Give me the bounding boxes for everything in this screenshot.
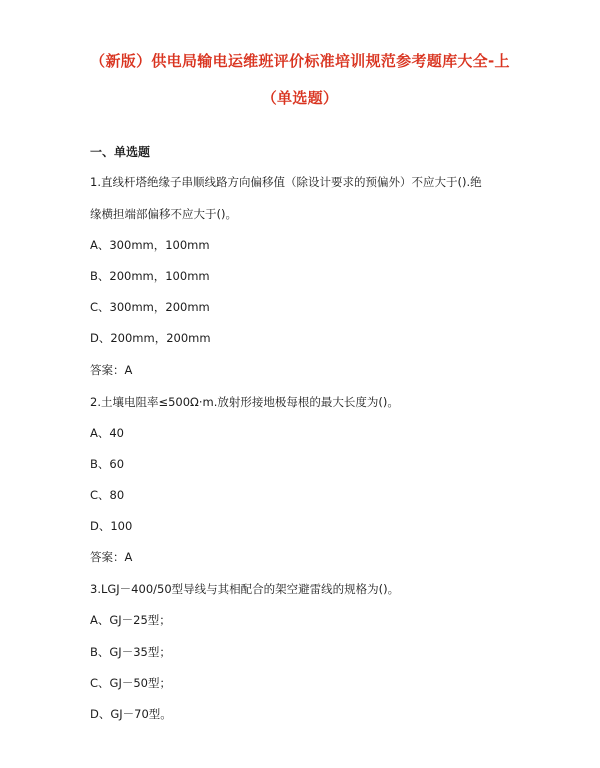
question-1-option-b: B、200mm，100mm: [90, 269, 210, 283]
question-3-option-a: A、GJ－25型；: [90, 613, 171, 627]
question-2-stem: 2.土壤电阻率≤500Ω·m.放射形接地极每根的最大长度为()。: [90, 395, 399, 409]
question-3-option-b: B、GJ－35型；: [90, 645, 171, 659]
question-3-stem: 3.LGJ－400/50型导线与其相配合的架空避雷线的规格为()。: [90, 582, 400, 596]
question-2-answer: 答案：A: [90, 550, 133, 564]
document-title: （新版）供电局输电运维班评价标准培训规范参考题库大全-上: [90, 52, 510, 70]
document-subtitle: （单选题）: [261, 89, 339, 107]
question-2-option-a: A、40: [90, 426, 125, 440]
question-1-option-d: D、200mm，200mm: [90, 331, 211, 345]
question-3-option-c: C、GJ－50型；: [90, 676, 171, 690]
question-1-option-a: A、300mm，100mm: [90, 238, 210, 252]
question-2-option-c: C、80: [90, 488, 125, 502]
question-3-option-d: D、GJ－70型。: [90, 707, 172, 721]
question-1-stem: 1.直线杆塔绝缘子串顺线路方向偏移值（除设计要求的预偏外）不应大于().绝: [90, 175, 482, 189]
question-1-stem-continued: 缘横担端部偏移不应大于()。: [90, 207, 237, 221]
section-heading: 一、单选题: [90, 145, 151, 159]
question-1-answer: 答案：A: [90, 363, 133, 377]
question-1-option-c: C、300mm，200mm: [90, 300, 210, 314]
question-2-option-b: B、60: [90, 457, 125, 471]
question-2-option-d: D、100: [90, 519, 133, 533]
